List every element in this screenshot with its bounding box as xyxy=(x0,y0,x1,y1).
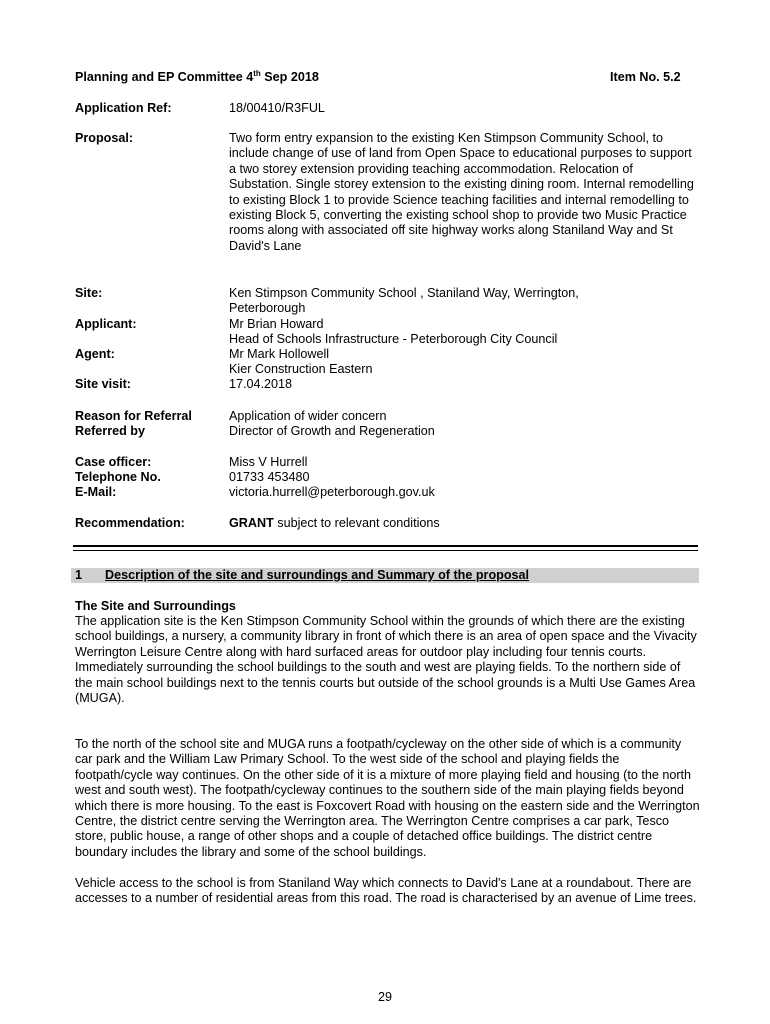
agent-name: Mr Mark Hollowell xyxy=(229,347,330,361)
site-visit-label: Site visit: xyxy=(75,377,131,391)
site-value: Ken Stimpson Community School , Staniland Way, Werrington, Peterborough xyxy=(229,286,579,316)
recommendation-label: Recommendation: xyxy=(75,516,185,530)
section-title: Description of the site and surroundings and Summary of the proposal xyxy=(105,568,530,582)
divider-rule-bottom xyxy=(73,550,698,551)
referred-by-value: Director of Growth and Regeneration xyxy=(229,424,435,438)
reason-referral-label: Reason for Referral xyxy=(75,409,192,423)
applicant-label: Applicant: xyxy=(75,317,137,331)
recommendation-conditions: subject to relevant conditions xyxy=(273,516,440,530)
proposal-label: Proposal: xyxy=(75,131,134,145)
applicant-name: Mr Brian Howard xyxy=(229,317,324,331)
page-number: 29 xyxy=(377,990,392,1004)
paragraph-surroundings: To the north of the school site and MUGA runs a footpath/cycleway on the other side of which is a community car park and the William Law Primary School. To the west side of the school and playing fields the footpath/cycle way continues. On the other side of it is a mixture of more playing field and housing (to the north west and south west). The footpath/cycleway continues to the southern side of the main playing fields beyond which there is more housing. To the east is Foxcovert Road with housing on the eastern side and the Werrington Centre, the district centre serving the Werrington area. The Werrington Centre comprises a car park, Tesco store, public house, a range of other shops and a couple of detached office buildings. The district centre boundary includes the library and some of the school buildings. xyxy=(75,737,700,859)
item-number: Item No. 5.2 xyxy=(610,70,681,84)
site-visit-value: 17.04.2018 xyxy=(229,377,293,391)
telephone-value: 01733 453480 xyxy=(229,470,310,484)
divider-rule-top xyxy=(73,545,698,547)
referred-by-label: Referred by xyxy=(75,424,145,438)
case-officer-label: Case officer: xyxy=(75,455,152,469)
site-label: Site: xyxy=(75,286,103,300)
telephone-label: Telephone No. xyxy=(75,470,161,484)
agent-company: Kier Construction Eastern xyxy=(229,362,373,376)
application-ref-value: 18/00410/R3FUL xyxy=(229,101,325,115)
committee-date: Sep 2018 xyxy=(260,70,319,84)
case-officer-value: Miss V Hurrell xyxy=(229,455,308,469)
committee-title: Planning and EP Committee 4 xyxy=(75,70,254,84)
applicant-role: Head of Schools Infrastructure - Peterborough City Council xyxy=(229,332,558,346)
proposal-value: Two form entry expansion to the existing Ken Stimpson Community School, to include change of use of land from Open Space to educational purposes to support a two storey extension providing teaching accommodation. Relocation of Substation. Single storey extension to the existing dining room. Internal remodelling to existing Block 1 to provide Science teaching facilities and internal remodelling to existing Block 5, converting the existing school shop to provide two Music Practice rooms along with associated off site highway works along Staniland Way and St David's Lane xyxy=(229,131,694,253)
application-ref-label: Application Ref: xyxy=(75,101,172,115)
email-label: E-Mail: xyxy=(75,485,117,499)
subheading: The Site and Surroundings xyxy=(75,599,236,613)
reason-referral-value: Application of wider concern xyxy=(229,409,387,423)
recommendation-decision: GRANT xyxy=(229,516,274,530)
paragraph-access: Vehicle access to the school is from Staniland Way which connects to David's Lane at a roundabout. There are accesses to a number of residential areas from this road. The road is characterised by an avenue of Lime trees. xyxy=(75,876,697,906)
email-value: victoria.hurrell@peterborough.gov.uk xyxy=(229,485,435,499)
paragraph-site: The application site is the Ken Stimpson Community School within the grounds of which there are the existing school buildings, a nursery, a community library in front of which there is an area of open space and the Vivacity Werrington Leisure Centre along with hard surfaced areas for outdoor play including four tennis courts. Immediately surrounding the school buildings to the south and west are playing fields. To the northern side of the main school buildings next to the tennis courts but outside of the school grounds is a Multi Use Games Area (MUGA). xyxy=(75,614,697,706)
date-ordinal-suffix: th xyxy=(253,68,261,78)
committee-header xyxy=(75,70,319,85)
section-number: 1 xyxy=(75,568,83,582)
recommendation-value xyxy=(229,516,699,531)
agent-label: Agent: xyxy=(75,347,115,361)
